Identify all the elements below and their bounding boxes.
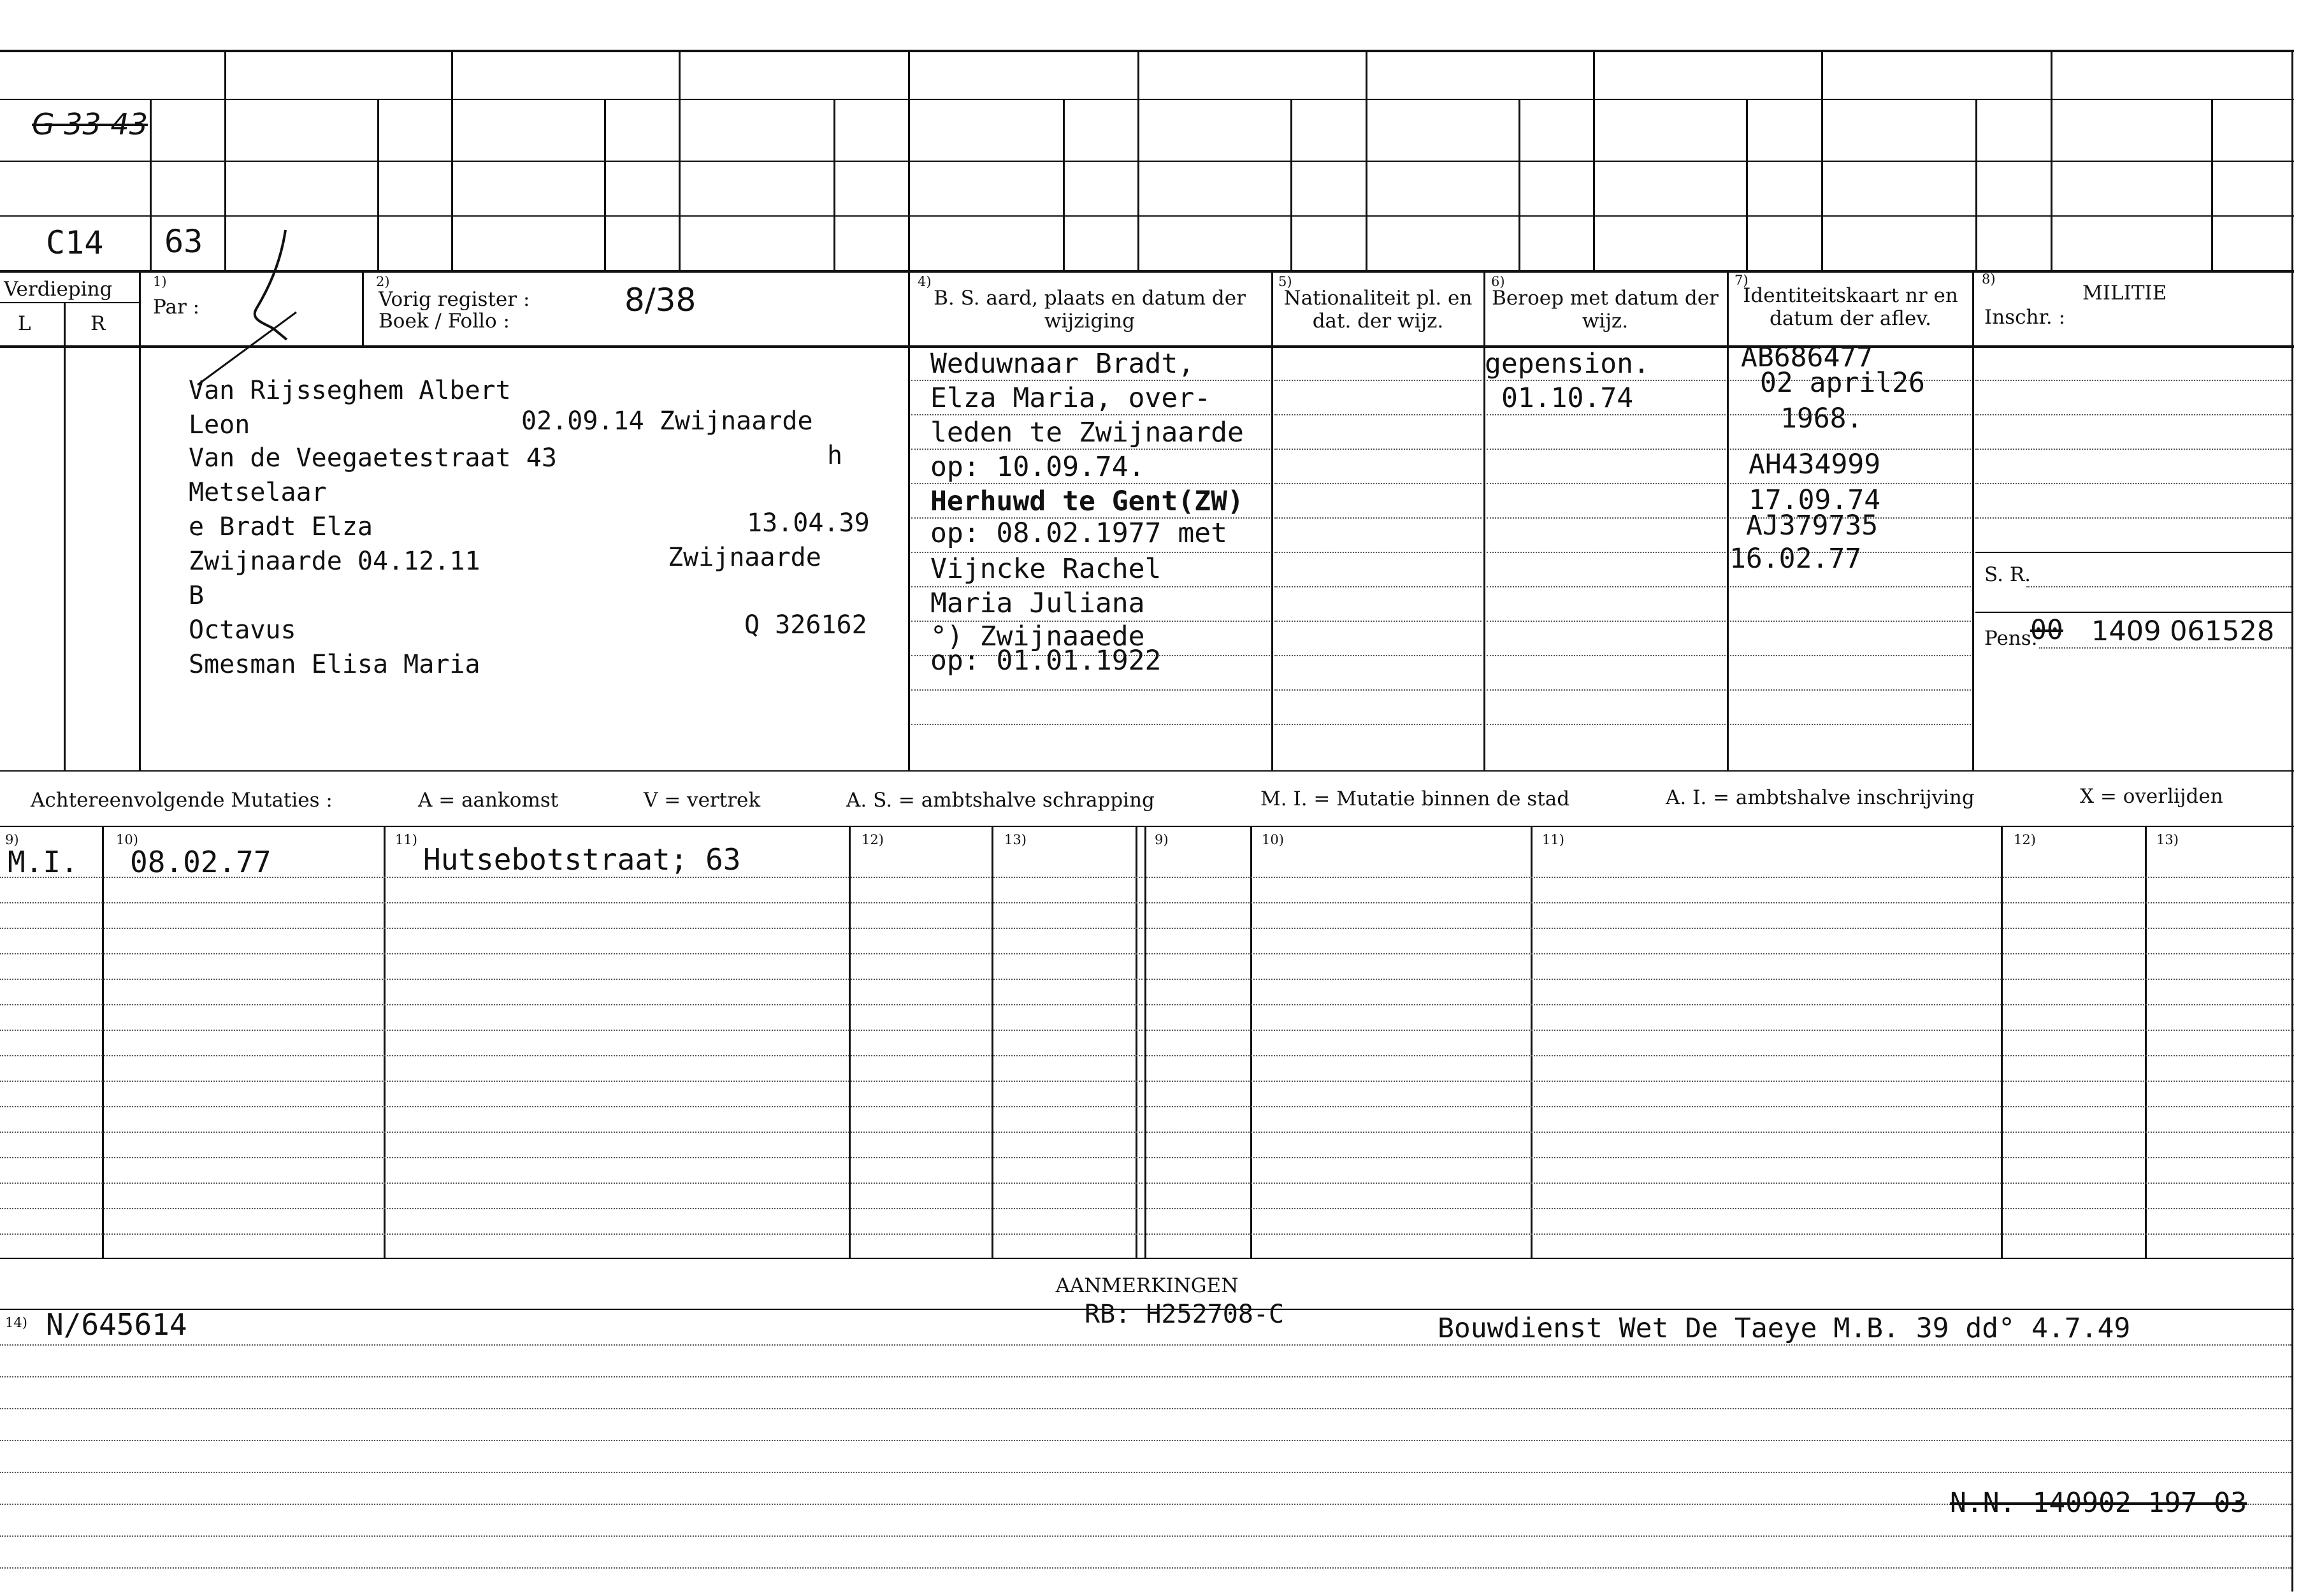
bs-entry-line: °) Zwijnaaede xyxy=(930,621,1145,652)
dotted-line xyxy=(1487,449,1726,450)
dotted-line xyxy=(0,1567,2291,1569)
column-divider xyxy=(139,270,141,770)
dotted-line xyxy=(1730,689,1971,691)
dotted-line xyxy=(0,953,2294,954)
legend-mutatie-binnen-stad: M. I. = Mutatie binnen de stad xyxy=(1260,787,1570,810)
beroep-header-label: Beroep met datum der wijz. xyxy=(1492,287,1719,333)
dotted-line xyxy=(2026,586,2291,587)
grid-line xyxy=(0,161,2294,162)
vorig-register-value: 8/38 xyxy=(624,282,696,319)
grid-divider xyxy=(1821,50,1823,270)
dotted-line xyxy=(1730,655,1971,656)
header-line xyxy=(0,302,140,303)
column-divider xyxy=(1972,270,1974,770)
floor-lr-divider xyxy=(64,302,66,770)
grid-divider xyxy=(451,50,453,270)
grid-divider xyxy=(1366,50,1367,270)
grid-subdivider xyxy=(833,99,835,270)
remark-rb-number: RB: H252708-C xyxy=(1085,1300,1285,1329)
grid-subdivider xyxy=(377,99,379,270)
dotted-line xyxy=(1274,483,1482,484)
mutation-col-divider xyxy=(1250,826,1252,1258)
dotted-line xyxy=(0,1376,2291,1377)
right-edge-line xyxy=(2291,50,2293,1592)
dotted-line xyxy=(1274,449,1482,450)
dotted-line xyxy=(1274,621,1482,622)
verdieping-label: Verdieping xyxy=(4,278,113,301)
dotted-line xyxy=(0,1535,2291,1537)
field-number: 10) xyxy=(1262,832,1284,847)
legend-aankomst: A = aankomst xyxy=(418,789,559,812)
grid-subdivider xyxy=(1518,99,1520,270)
dotted-line xyxy=(1730,621,1971,622)
field-number: 2) xyxy=(376,274,390,289)
id-card-number: AH434999 xyxy=(1749,449,1881,480)
field-number: 12) xyxy=(862,832,884,847)
mutation-col-divider xyxy=(384,826,386,1258)
dotted-line xyxy=(1487,483,1726,484)
bs-entry-line: op: 10.09.74. xyxy=(930,451,1145,483)
dotted-line xyxy=(1975,449,2291,450)
bs-header-label: B. S. aard, plaats en datum der wijziging xyxy=(934,287,1246,333)
pens-label: Pens. xyxy=(1984,627,2038,650)
dotted-line xyxy=(0,1408,2291,1409)
militie-line xyxy=(1975,552,2291,553)
bs-entry-line: op: 01.01.1922 xyxy=(930,645,1162,677)
body-bottom-line xyxy=(0,770,2294,772)
field-number: 1) xyxy=(153,274,167,289)
person-father-name: Octavus xyxy=(189,615,296,645)
bs-entry-line: Maria Juliana xyxy=(930,587,1145,619)
grid-subdivider xyxy=(1290,99,1292,270)
dotted-line xyxy=(911,449,1270,450)
dotted-line xyxy=(1487,621,1726,622)
person-mother-name: Smesman Elisa Maria xyxy=(189,650,480,679)
mutation-col-divider xyxy=(102,826,104,1258)
remark-code: N/645614 xyxy=(46,1307,187,1342)
militie-header-label: MILITIE xyxy=(2082,282,2167,305)
bs-entry-line: Weduwnaar Bradt, xyxy=(930,348,1195,380)
dotted-line xyxy=(1975,414,2291,415)
field-number: 6) xyxy=(1491,274,1505,289)
person-marker: h xyxy=(827,441,843,470)
mutation-col-divider xyxy=(1144,826,1146,1258)
grid-line xyxy=(0,270,2294,273)
dotted-line xyxy=(1274,586,1482,587)
dotted-line xyxy=(911,380,1270,381)
dotted-line xyxy=(911,483,1270,484)
dotted-line xyxy=(1274,724,1482,725)
beroep-value: gepension. xyxy=(1485,348,1650,380)
mutation-type: M.I. xyxy=(8,845,78,879)
mutation-address: Hutsebotstraat; 63 xyxy=(423,842,741,877)
bs-entry-line: leden te Zwijnaarde xyxy=(930,417,1244,449)
field-number: 4) xyxy=(918,274,932,289)
field-number: 10) xyxy=(116,832,138,847)
legend-vertrek: V = vertrek xyxy=(644,789,761,812)
id-card-number: AB686477 xyxy=(1741,341,1873,373)
reference-63: 63 xyxy=(164,223,203,260)
grid-divider xyxy=(679,50,681,270)
grid-divider xyxy=(224,50,226,270)
dotted-line xyxy=(0,1004,2294,1005)
grid-line xyxy=(0,215,2294,217)
identiteitskaart-header-label: Identiteitskaart nr en datum der aflev. xyxy=(1743,284,1958,330)
dotted-line xyxy=(0,1440,2291,1441)
mutations-top-line xyxy=(0,826,2294,827)
mutation-date: 08.02.77 xyxy=(130,845,271,879)
pens-struck-value: 00 xyxy=(2030,614,2063,646)
column-divider xyxy=(1271,270,1273,770)
national-number-struck: N.N. 140902 197 03 xyxy=(1950,1487,2247,1519)
grid-subdivider xyxy=(2211,99,2213,270)
dotted-line xyxy=(0,1208,2294,1209)
dotted-line xyxy=(911,724,1270,725)
dotted-line xyxy=(1487,689,1726,691)
remarks-title: AANMERKINGEN xyxy=(1055,1274,1239,1297)
verdieping-l-label: L xyxy=(18,312,31,335)
field-number: 13) xyxy=(2156,832,2179,847)
grid-divider xyxy=(1137,50,1139,270)
dotted-line xyxy=(1487,724,1726,725)
mutation-col-divider xyxy=(2001,826,2003,1258)
dotted-line xyxy=(0,1106,2294,1107)
mutation-col-divider xyxy=(992,826,993,1258)
mutation-col-divider xyxy=(849,826,851,1258)
sr-label: S. R. xyxy=(1984,563,2031,586)
field-number: 11) xyxy=(395,832,417,847)
grid-subdivider xyxy=(1746,99,1748,270)
dotted-line xyxy=(1274,414,1482,415)
grid-subdivider xyxy=(1063,99,1065,270)
column-divider xyxy=(1483,270,1485,770)
dotted-line xyxy=(0,902,2294,903)
vorig-register-label: Vorig register : xyxy=(379,288,530,311)
militie-line xyxy=(1975,612,2291,613)
dotted-line xyxy=(1975,380,2291,381)
grid-line xyxy=(0,99,2294,100)
id-card-date: 02 april26 xyxy=(1760,367,1925,399)
person-occupation: Metselaar xyxy=(189,478,327,507)
mutation-col-divider xyxy=(2145,826,2147,1258)
field-number: 13) xyxy=(1004,832,1027,847)
field-number: 9) xyxy=(5,832,19,847)
field-number: 14) xyxy=(5,1315,27,1330)
dotted-line xyxy=(0,1055,2294,1056)
dotted-line xyxy=(1274,517,1482,519)
dotted-line xyxy=(1487,414,1726,415)
dotted-line xyxy=(0,877,2294,878)
dotted-line xyxy=(0,1183,2294,1184)
grid-divider xyxy=(2051,50,2052,270)
column-divider xyxy=(362,270,364,345)
bs-entry-line: op: 08.02.1977 met xyxy=(930,517,1227,549)
dotted-line xyxy=(0,1132,2294,1133)
nationaliteit-header-label: Nationaliteit pl. en dat. der wijz. xyxy=(1283,287,1473,333)
dotted-line xyxy=(1274,380,1482,381)
id-card-date: 16.02.77 xyxy=(1729,543,1862,575)
person-birth-date-place: 02.09.14 Zwijnaarde xyxy=(521,406,813,436)
verdieping-r-label: R xyxy=(90,312,106,335)
id-card-date: 17.09.74 xyxy=(1749,484,1881,516)
grid-subdivider xyxy=(604,99,606,270)
dotted-line xyxy=(1274,552,1482,553)
remark-bouwdienst: Bouwdienst Wet De Taeye M.B. 39 dd° 4.7.49 xyxy=(1438,1312,2131,1344)
pension-number: 1409 061528 xyxy=(2091,615,2275,647)
dotted-line xyxy=(0,979,2294,980)
dotted-line xyxy=(1730,586,1971,587)
person-code-b: B xyxy=(189,581,205,610)
legend-ambtshalve-inschrijving: A. I. = ambtshalve inschrijving xyxy=(1666,786,1975,809)
dotted-line xyxy=(1274,655,1482,656)
boek-folio-label: Boek / Follo : xyxy=(379,310,510,333)
dotted-line xyxy=(1730,724,1971,725)
dotted-line xyxy=(0,1472,2291,1473)
dotted-line xyxy=(1487,552,1726,553)
id-card-number: AJ379735 xyxy=(1746,510,1879,542)
dotted-line xyxy=(1975,517,2291,519)
person-address: Van de Veegaetestraat 43 xyxy=(189,443,557,473)
person-spouse: e Bradt Elza xyxy=(189,512,373,542)
beroep-date: 01.10.74 xyxy=(1501,382,1634,414)
column-divider xyxy=(1727,270,1729,770)
mutations-bottom-line xyxy=(0,1258,2294,1259)
person-q-number: Q 326162 xyxy=(744,610,867,640)
dotted-line xyxy=(1975,483,2291,484)
person-marriage-date: 13.04.39 xyxy=(747,508,870,538)
dotted-line xyxy=(1487,655,1726,656)
grid-divider xyxy=(1593,50,1595,270)
person-first-name: Leon xyxy=(189,410,250,440)
par-label: Par : xyxy=(153,296,200,319)
person-name: Van Rijsseghem Albert xyxy=(189,376,511,405)
field-number: 7) xyxy=(1735,273,1749,288)
field-number: 8) xyxy=(1982,271,1996,287)
field-number: 11) xyxy=(1542,832,1564,847)
person-spouse-birth: Zwijnaarde 04.12.11 xyxy=(189,547,480,576)
old-reference-struck: G 33 43 xyxy=(32,107,148,141)
dotted-line xyxy=(1487,380,1726,381)
mutation-col-divider xyxy=(1531,826,1533,1258)
dotted-line xyxy=(0,1504,2291,1505)
legend-ambtshalve-schrapping: A. S. = ambtshalve schrapping xyxy=(846,789,1155,812)
top-border-line xyxy=(0,50,2294,52)
dotted-line xyxy=(1487,517,1726,519)
bs-entry-line: Herhuwd te Gent(ZW) xyxy=(930,485,1244,517)
dotted-line xyxy=(0,928,2294,929)
mutation-col-divider xyxy=(1136,826,1137,1258)
dotted-line xyxy=(1487,586,1726,587)
legend-overlijden: X = overlijden xyxy=(2080,785,2223,808)
person-spouse-birthplace: Zwijnaarde xyxy=(668,543,821,572)
dotted-line xyxy=(0,1081,2294,1082)
dotted-line xyxy=(2039,647,2291,649)
mutations-legend-title: Achtereenvolgende Mutaties : xyxy=(31,789,333,812)
field-number: 12) xyxy=(2014,832,2036,847)
inschr-label: Inschr. : xyxy=(1984,306,2066,329)
dotted-line xyxy=(0,1157,2294,1158)
dotted-line xyxy=(911,689,1270,691)
grid-divider xyxy=(908,50,910,270)
field-number: 9) xyxy=(1155,832,1169,847)
dotted-line xyxy=(0,1233,2294,1235)
column-divider xyxy=(908,270,910,770)
field-number: 5) xyxy=(1278,274,1292,289)
grid-subdivider xyxy=(1975,99,1977,270)
grid-subdivider xyxy=(150,99,152,270)
reference-c14: C14 xyxy=(46,224,104,261)
bs-entry-line: Elza Maria, over- xyxy=(930,382,1211,414)
id-card-year: 1968. xyxy=(1780,403,1863,435)
dotted-line xyxy=(0,1030,2294,1031)
dotted-line xyxy=(1274,689,1482,691)
bs-entry-line: Vijncke Rachel xyxy=(930,553,1162,585)
dotted-line xyxy=(0,1344,2291,1346)
dotted-line xyxy=(911,414,1270,415)
